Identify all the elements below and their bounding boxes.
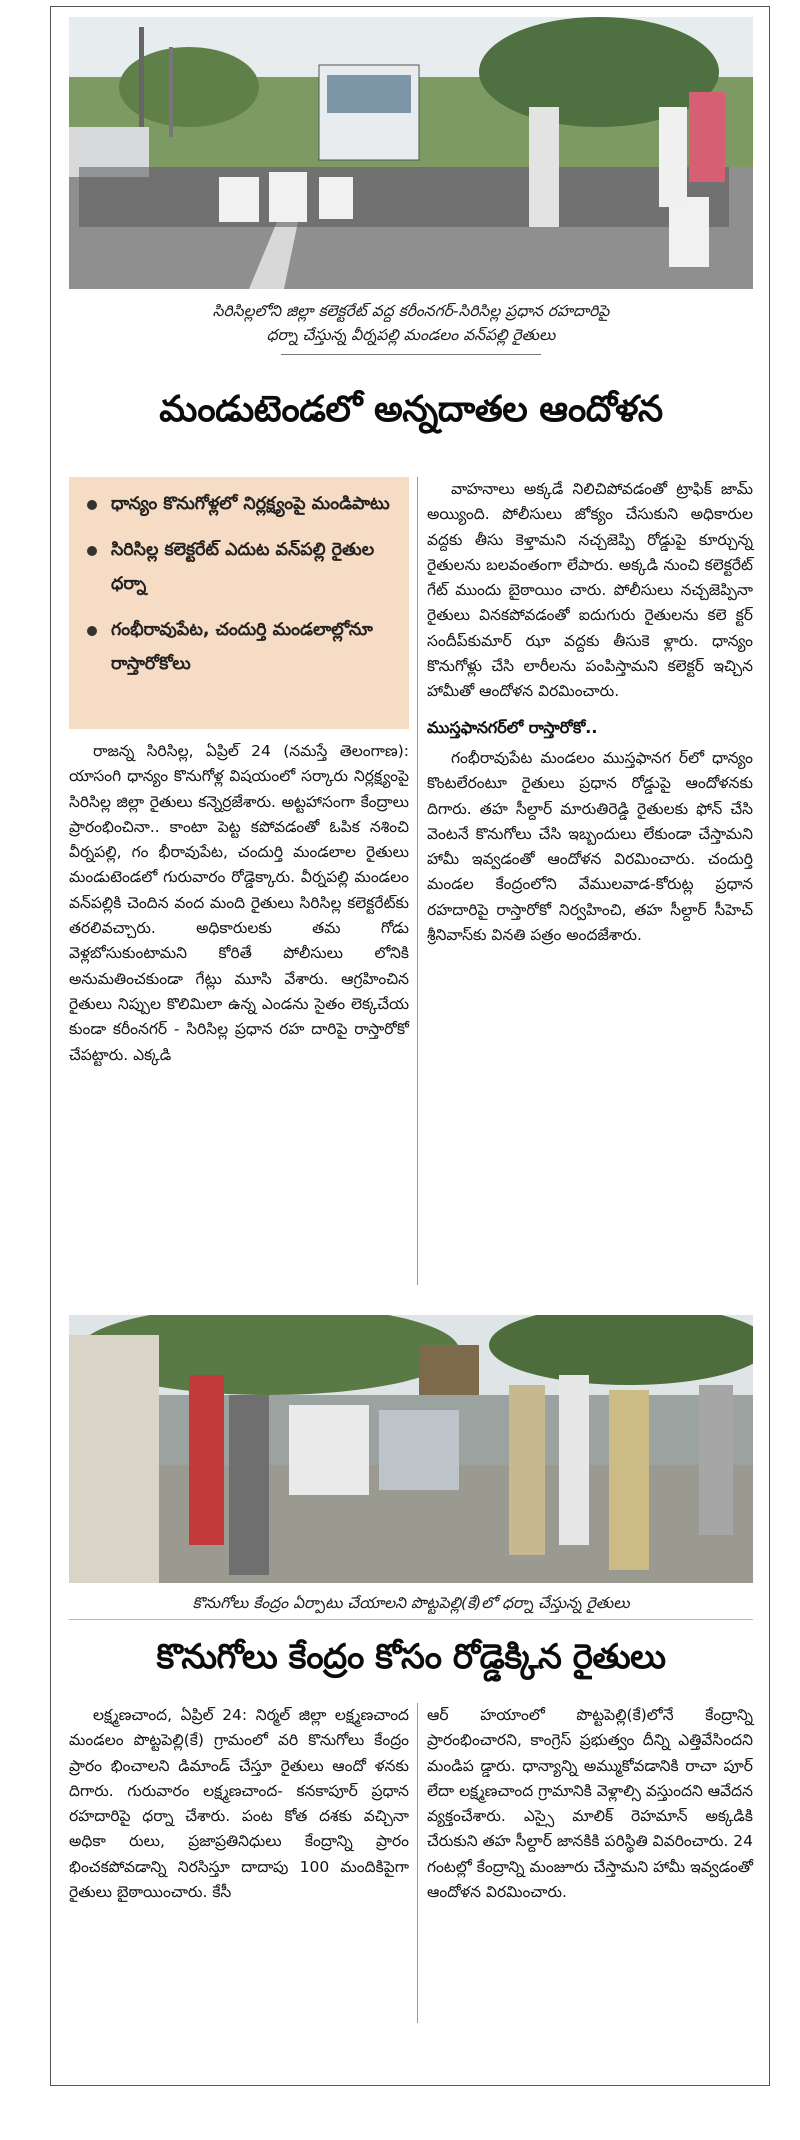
story1-left-column: [69, 739, 409, 1068]
story1-body-right-1: వాహనాలు అక్కడే నిలిచిపోవడంతో ట్రాఫిక్ జామ్ అయ్యింది. పోలీసులు జోక్యం చేసుకుని అధికారుల వద్దకు తీసు కెళ్తామని నచ్చజెప్పి రోడ్డుపై కూర్చున్న రైతులను బలవంతంగా లేపారు. అక్కడి నుంచి కలెక్టరేట్ గేట్ ముందు బైఠాయిం చారు. పోలీసులు నచ్చజెప్పినా రైతులు వినకపోవడంతో ఐదుగురు రైతులను కలె క్టర్ సందీప్‌కుమార్ ఝా వద్దకు తీసుకె ళ్లారు. ధాన్యం కొనుగోళ్లు చేసి లారీలను పంపిస్తామని కలెక్టర్ ఇచ్చిన హామీతో ఆందోళన విరమించారు.: [427, 480, 753, 701]
story2-photo-caption: కొనుగోలు కేంద్రం ఏర్పాటు చేయాలని పొట్టపెల్లి(కే)లో ధర్నా చేస్తున్న రైతులు: [192, 1594, 630, 1612]
column-divider: [417, 477, 418, 1285]
story1-body-left: రాజన్న సిరిసిల్ల, ఏప్రిల్ 24 (నమస్తే తెలంగాణ): యాసంగి ధాన్యం కొనుగోళ్ల విషయంలో సర్కారు నిర్లక్ష్యంపై సిరిసిల్ల జిల్లా రైతులు కన్నెర్రజేశారు. అట్టహాసంగా కేంద్రాలు ప్రారంభించినా.. కాంటా పెట్ట కపోవడంతో ఓపిక నశించి వీర్నపల్లి, గం భీరావుపేట, చందుర్తి మండలాల రైతులు మండుటెండలో గురువారం రోడ్డెక్కారు. వీర్నపల్లి మండలం వన్‌పల్లికి చెందిన వంద మంది రైతులు సిరిసిల్ల కలెక్టరేట్‌కు తరలివచ్చారు. అధికారులకు తమ గోడు వెళ్లబోసుకుంటామని కోరితే పోలీసులు లోనికి అనుమతించకుండా గేట్లు మూసి వేశారు. ఆగ్రహించిన రైతులు నిప్పుల కొలిమిలా ఉన్న ఎండను సైతం లెక్కచేయ కుండా కరీంనగర్ - సిరిసిల్ల ప్రధాన రహ దారిపై రాస్తారోకో చేపట్టారు. ఎక్కడి: [69, 742, 409, 1064]
story1-photo: [69, 17, 753, 289]
caption-divider: [281, 354, 541, 355]
story1-headline: మండుటెండలో అన్నదాతల ఆందోళన: [159, 389, 663, 430]
highlight-item: సిరిసిల్ల కలెక్టరేట్ ఎదుట వన్‌పల్లి రైతుల ధర్నా: [87, 533, 393, 601]
newspaper-clipping: [50, 6, 770, 2086]
story1-caption-line1: సిరిసిల్లలోని జిల్లా కలెక్టరేట్ వద్ద కరీంనగర్-సిరిసిల్ల ప్రధాన రహదారిపై: [212, 302, 610, 320]
caption-divider: [69, 1619, 753, 1620]
story2-left-column: [69, 1703, 409, 1905]
story1-photo-caption: [69, 299, 753, 347]
bullet-icon: [87, 626, 97, 636]
story2-body-left: లక్ష్మణచాంద, ఏప్రిల్ 24: నిర్మల్ జిల్లా లక్ష్మణచాంద మండలం పొట్టపెల్లి(కే) గ్రామంలో వరి కొనుగోలు కేంద్రం ప్రారం భించాలని డిమాండ్ చేస్తూ రైతులు ఆందో ళనకు దిగారు. గురువారం లక్ష్మణచాంద- కనకాపూర్ ప్రధాన రహదారిపై ధర్నా చేశారు. పంట కోత దశకు వచ్చినా అధికా రులు, ప్రజాప్రతినిధులు కేంద్రాన్ని ప్రారం భించకపోవడాన్ని నిరసిస్తూ దాదాపు 100 మందికిపైగా రైతులు బైఠాయించారు. కేసీ: [69, 1706, 409, 1902]
story2-photo: [69, 1315, 753, 1583]
column-divider: [417, 1703, 418, 2023]
highlight-item: గంభీరావుపేట, చందుర్తి మండలాల్లోనూ రాస్తారోకోలు: [87, 613, 393, 681]
story1-subhead: ముస్తఫానగర్‌లో రాస్తారోకో..: [427, 717, 598, 737]
highlight-item: ధాన్యం కొనుగోళ్లలో నిర్లక్ష్యంపై మండిపాటు: [87, 487, 393, 521]
story2-headline: కొనుగోలు కేంద్రం కోసం రోడ్డెక్కిన రైతులు: [156, 1637, 666, 1677]
story2-body-right: ఆర్ హయాంలో పొట్టపెల్లి(కే)లోనే కేంద్రాన్ని ప్రారంభించారని, కాంగ్రెస్ ప్రభుత్వం దీన్ని ఎత్తివేసిందని మండిప డ్డారు. ధాన్యాన్ని అమ్ముకోవడానికి రాచా పూర్ లేదా లక్ష్మణచాంద గ్రామానికి వెళ్లాల్సి వస్తుందని ఆవేదన వ్యక్తంచేశారు. ఎస్సై మాలిక్ రెహమాన్ అక్కడికి చేరుకుని తహ సీల్దార్ జానకికి పరిస్థితి వివరించారు. 24 గంటల్లో కేంద్రాన్ని మంజూరు చేస్తామని హామీ ఇవ్వడంతో ఆందోళన విరమించారు.: [427, 1706, 754, 1902]
story1-body-right-2: గంభీరావుపేట మండలం ముస్తఫానగ ర్‌లో ధాన్యం కొంటలేరంటూ రైతులు ప్రధాన రోడ్డుపై ఆందోళనకు దిగారు. తహ సీల్దార్ మారుతిరెడ్డి రైతులకు ఫోన్ చేసి వెంటనే కొనుగోలు చేసి ఇబ్బందులు లేకుండా చేస్తామని హామీ ఇవ్వడంతో ఆందోళన విరమించారు. చందుర్తి మండల కేంద్రంలోని వేములవాడ-కోరుట్ల ప్రధాన రహదారిపై రాస్తారోకో నిర్వహించి, తహ సీల్దార్ సీహెచ్ శ్రీనివాస్‌కు వినతి పత్రం అందజేశారు.: [427, 748, 753, 945]
story1-right-column: [427, 477, 753, 948]
story1-caption-line2: ధర్నా చేస్తున్న వీర్నపల్లి మండలం వన్‌పల్లి రైతులు: [266, 326, 556, 344]
bullet-icon: [87, 546, 97, 556]
bullet-icon: [87, 500, 97, 510]
story1-highlights-box: [69, 477, 409, 729]
story2-right-column: [427, 1703, 753, 1905]
